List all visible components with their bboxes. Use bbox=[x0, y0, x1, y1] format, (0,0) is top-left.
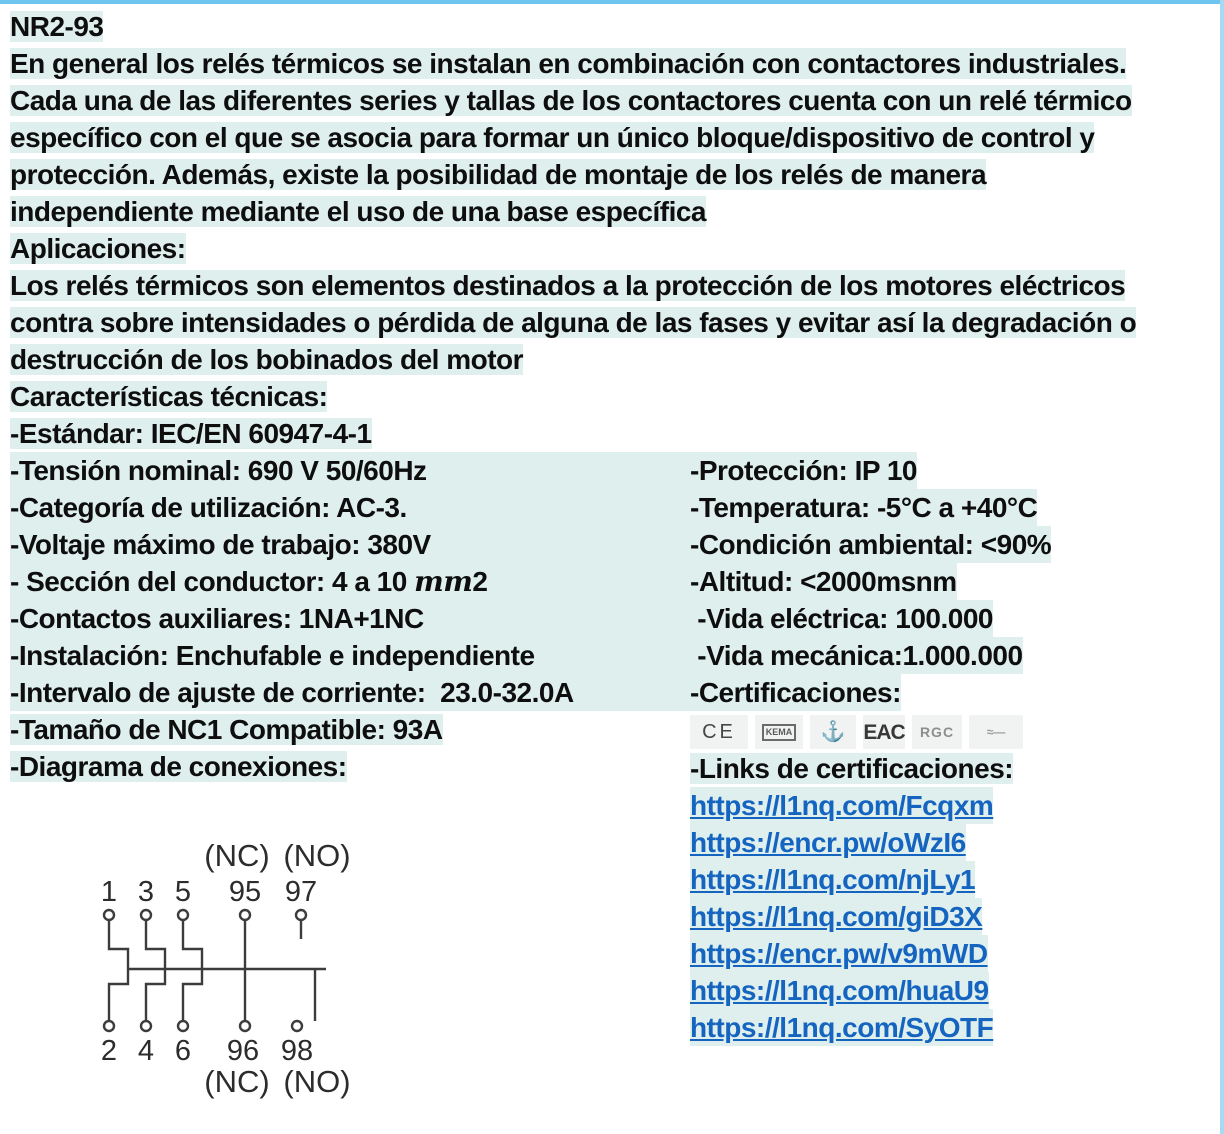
spec-left: - Sección del conductor: 4 a 10 mm2 bbox=[10, 565, 488, 598]
rgc-mark-icon: RGC bbox=[912, 715, 962, 749]
terminal-4: 4 bbox=[137, 1035, 155, 1067]
certification-link-line bbox=[690, 935, 1216, 972]
title-line bbox=[10, 8, 1216, 45]
caracteristicas-heading: Características técnicas: bbox=[10, 381, 328, 412]
aplicaciones-line: contra sobre intensidades o pérdida de alguna de las fases y evitar así la degradación o bbox=[10, 307, 1137, 338]
certification-link[interactable]: https://l1nq.com/Fcqxm bbox=[690, 787, 993, 824]
terminal-97: 97 bbox=[284, 876, 318, 908]
diagrama-heading: -Diagrama de conexiones: bbox=[10, 751, 347, 782]
terminal-95: 95 bbox=[228, 876, 262, 908]
bottom-left-column bbox=[10, 711, 690, 1110]
certification-link[interactable]: https://l1nq.com/njLy1 bbox=[690, 861, 975, 898]
terminal-96: 96 bbox=[226, 1035, 260, 1067]
diagram-bottom-nc-label: (NC) bbox=[204, 1064, 270, 1099]
spec-left: -Tensión nominal: 690 V 50/60Hz bbox=[10, 455, 427, 486]
spec-row bbox=[10, 563, 1216, 600]
estandar-line: -Estándar: IEC/EN 60947-4-1 bbox=[10, 418, 372, 449]
certification-link[interactable]: https://l1nq.com/huaU9 bbox=[690, 972, 989, 1009]
certification-link[interactable]: https://encr.pw/v9mWD bbox=[690, 935, 988, 972]
spec-row bbox=[10, 637, 1216, 674]
intro-line: independiente mediante el uso de una base específica bbox=[10, 196, 706, 227]
certification-link-line bbox=[690, 972, 1216, 1009]
math-mm: mm bbox=[414, 565, 473, 598]
anchor-mark-icon: ⚓ bbox=[810, 715, 856, 749]
spec-left: -Contactos auxiliares: 1NA+1NC bbox=[10, 603, 424, 634]
certification-link[interactable]: https://l1nq.com/giD3X bbox=[690, 898, 982, 935]
aplicaciones-heading: Aplicaciones: bbox=[10, 233, 186, 264]
certification-link-line bbox=[690, 787, 1216, 824]
document-content bbox=[10, 8, 1216, 1110]
certification-link-line bbox=[690, 861, 1216, 898]
page-title: NR2-93 bbox=[10, 11, 104, 42]
certification-link-line bbox=[690, 824, 1216, 861]
terminal-2: 2 bbox=[100, 1035, 118, 1067]
spec-left: -Categoría de utilización: AC-3. bbox=[10, 492, 407, 523]
spec-right: -Vida eléctrica: 100.000 bbox=[690, 603, 993, 634]
certification-marks-row bbox=[690, 714, 1216, 750]
aplicaciones-line: Los relés térmicos son elementos destinados a la protección de los motores eléctricos bbox=[10, 270, 1126, 301]
terminal-5: 5 bbox=[174, 876, 192, 908]
certification-link-line bbox=[690, 898, 1216, 935]
tamano-line: -Tamaño de NC1 Compatible: 93A bbox=[10, 714, 443, 745]
links-heading: -Links de certificaciones: bbox=[690, 753, 1014, 784]
spec-left: -Intervalo de ajuste de corriente: 23.0-32.0A bbox=[10, 677, 574, 708]
terminal-98: 98 bbox=[280, 1035, 314, 1067]
diagram-bottom-no-label: (NO) bbox=[283, 1064, 351, 1099]
eac-mark-icon: EAC bbox=[863, 715, 905, 749]
spec-right: -Certificaciones: bbox=[690, 677, 901, 708]
spec-row bbox=[10, 452, 1216, 489]
connection-diagram bbox=[85, 838, 365, 1110]
spec-right: -Protección: IP 10 bbox=[690, 455, 918, 486]
kema-mark-icon: KEMA bbox=[755, 715, 803, 749]
right-border-bar bbox=[1220, 0, 1224, 1134]
spec-left: -Instalación: Enchufable e independiente bbox=[10, 640, 535, 671]
spec-right: -Temperatura: -5°C a +40°C bbox=[690, 492, 1038, 523]
ce-mark-icon: CE bbox=[690, 715, 748, 749]
terminal-6: 6 bbox=[174, 1035, 192, 1067]
spec-right: -Condición ambiental: <90% bbox=[690, 529, 1052, 560]
spec-left: -Voltaje máximo de trabajo: 380V bbox=[10, 529, 431, 560]
diagram-top-nc-label: (NC) bbox=[204, 838, 270, 873]
aplicaciones-line: destrucción de los bobinados del motor bbox=[10, 344, 524, 375]
spec-right: -Altitud: <2000msnm bbox=[690, 566, 957, 597]
intro-line: específico con el que se asocia para formar un único bloque/dispositivo de control y bbox=[10, 122, 1095, 153]
bottom-two-columns bbox=[10, 711, 1216, 1110]
intro-line: Cada una de las diferentes series y tallas de los contactores cuenta con un relé térmico bbox=[10, 85, 1132, 116]
certification-link-line bbox=[690, 1009, 1216, 1046]
terminal-3: 3 bbox=[137, 876, 155, 908]
spec-row bbox=[10, 600, 1216, 637]
intro-line: protección. Además, existe la posibilidad de montaje de los relés de manera bbox=[10, 159, 987, 190]
spec-right: -Vida mecánica:1.000.000 bbox=[690, 640, 1023, 671]
intro-line: En general los relés térmicos se instalan en combinación con contactores industriales. bbox=[10, 48, 1127, 79]
terminal-1: 1 bbox=[100, 876, 118, 908]
spec-row bbox=[10, 526, 1216, 563]
certification-link[interactable]: https://l1nq.com/SyOTF bbox=[690, 1009, 993, 1046]
certification-link[interactable]: https://encr.pw/oWzI6 bbox=[690, 824, 966, 861]
diagram-top-no-label: (NO) bbox=[283, 838, 351, 873]
bottom-right-column bbox=[690, 711, 1216, 1110]
listed-mark-icon: ≈— bbox=[969, 715, 1023, 749]
spec-row bbox=[10, 489, 1216, 526]
spec-row bbox=[10, 674, 1216, 711]
top-border-bar bbox=[0, 0, 1224, 4]
